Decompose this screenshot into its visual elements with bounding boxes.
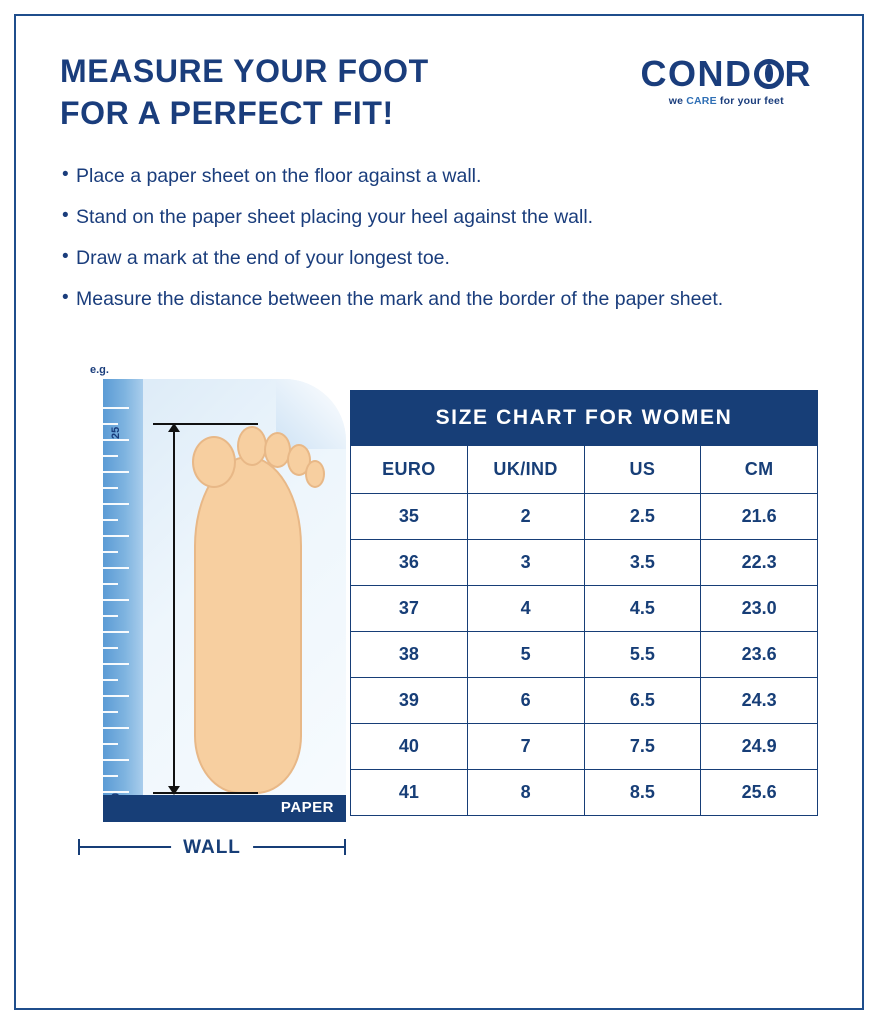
page-title-line2: FOR A PERFECT FIT! bbox=[60, 95, 394, 132]
table-row bbox=[351, 770, 818, 816]
cell-cm: 23.6 bbox=[701, 632, 818, 678]
cell-euro: 40 bbox=[351, 724, 468, 770]
table-row bbox=[351, 586, 818, 632]
cell-euro: 38 bbox=[351, 632, 468, 678]
cell-cm: 24.3 bbox=[701, 678, 818, 724]
wall-measure-row bbox=[78, 838, 346, 868]
cell-uk: 7 bbox=[467, 724, 584, 770]
table-row bbox=[351, 540, 818, 586]
cell-cm: 21.6 bbox=[701, 494, 818, 540]
eg-label: e.g. bbox=[90, 364, 109, 377]
size-chart-title: SIZE CHART FOR WOMEN bbox=[351, 391, 818, 446]
size-chart-table bbox=[350, 390, 818, 816]
cell-euro: 36 bbox=[351, 540, 468, 586]
header bbox=[16, 16, 862, 134]
page-title-line1: MEASURE YOUR FOOT bbox=[60, 53, 429, 89]
size-chart bbox=[350, 390, 818, 816]
list-item: • Place a paper sheet on the floor against a wall. bbox=[62, 164, 814, 189]
cell-us: 2.5 bbox=[584, 494, 701, 540]
measure-arrow bbox=[173, 424, 175, 794]
brand-text-end: R bbox=[784, 53, 812, 94]
ruler-illustration bbox=[103, 379, 143, 822]
cell-cm: 22.3 bbox=[701, 540, 818, 586]
cell-us: 3.5 bbox=[584, 540, 701, 586]
cell-cm: 25.6 bbox=[701, 770, 818, 816]
brand-text-start: COND bbox=[640, 53, 753, 94]
column-header-euro: EURO bbox=[351, 446, 468, 494]
cell-uk: 4 bbox=[467, 586, 584, 632]
table-row bbox=[351, 632, 818, 678]
brand-wordmark bbox=[640, 53, 813, 94]
cell-euro: 39 bbox=[351, 678, 468, 724]
lower-section bbox=[16, 364, 862, 864]
column-header-us: US bbox=[584, 446, 701, 494]
cell-euro: 37 bbox=[351, 586, 468, 632]
cell-us: 4.5 bbox=[584, 586, 701, 632]
column-header-cm: CM bbox=[701, 446, 818, 494]
cell-us: 5.5 bbox=[584, 632, 701, 678]
paper-label: PAPER bbox=[280, 799, 334, 817]
cell-uk: 3 bbox=[467, 540, 584, 586]
content-frame bbox=[14, 14, 864, 1010]
brand-logo bbox=[641, 50, 819, 107]
tagline-care: CARE bbox=[686, 95, 717, 107]
cell-uk: 5 bbox=[467, 632, 584, 678]
toe-big bbox=[192, 436, 236, 488]
table-row bbox=[351, 724, 818, 770]
cell-uk: 2 bbox=[467, 494, 584, 540]
table-row bbox=[351, 678, 818, 724]
page-title bbox=[60, 50, 429, 134]
cell-uk: 8 bbox=[467, 770, 584, 816]
wall-label: WALL bbox=[171, 837, 253, 859]
table-row bbox=[351, 494, 818, 540]
ruler-label-25: 25 bbox=[110, 427, 122, 440]
column-header-uk-ind: UK/IND bbox=[467, 446, 584, 494]
foot-in-circle-icon bbox=[754, 59, 784, 89]
list-item: • Draw a mark at the end of your longest toe. bbox=[62, 246, 814, 271]
toe-second bbox=[237, 426, 267, 466]
table-header-row bbox=[351, 446, 818, 494]
cell-us: 7.5 bbox=[584, 724, 701, 770]
foot-sole bbox=[194, 456, 302, 794]
foot-measure-diagram bbox=[68, 364, 346, 864]
foot-illustration bbox=[186, 424, 316, 794]
cell-cm: 24.9 bbox=[701, 724, 818, 770]
cell-us: 8.5 bbox=[584, 770, 701, 816]
cell-us: 6.5 bbox=[584, 678, 701, 724]
measure-cap-bottom bbox=[153, 792, 258, 794]
list-item: • Measure the distance between the mark and the border of the paper sheet. bbox=[62, 287, 814, 312]
cell-cm: 23.0 bbox=[701, 586, 818, 632]
cell-uk: 6 bbox=[467, 678, 584, 724]
cell-euro: 35 bbox=[351, 494, 468, 540]
brand-tagline bbox=[641, 95, 813, 107]
list-item: • Stand on the paper sheet placing your heel against the wall. bbox=[62, 205, 814, 230]
instruction-list bbox=[16, 134, 862, 312]
cell-euro: 41 bbox=[351, 770, 468, 816]
tagline-post: for your feet bbox=[716, 95, 784, 107]
tagline-pre: we bbox=[668, 95, 687, 107]
